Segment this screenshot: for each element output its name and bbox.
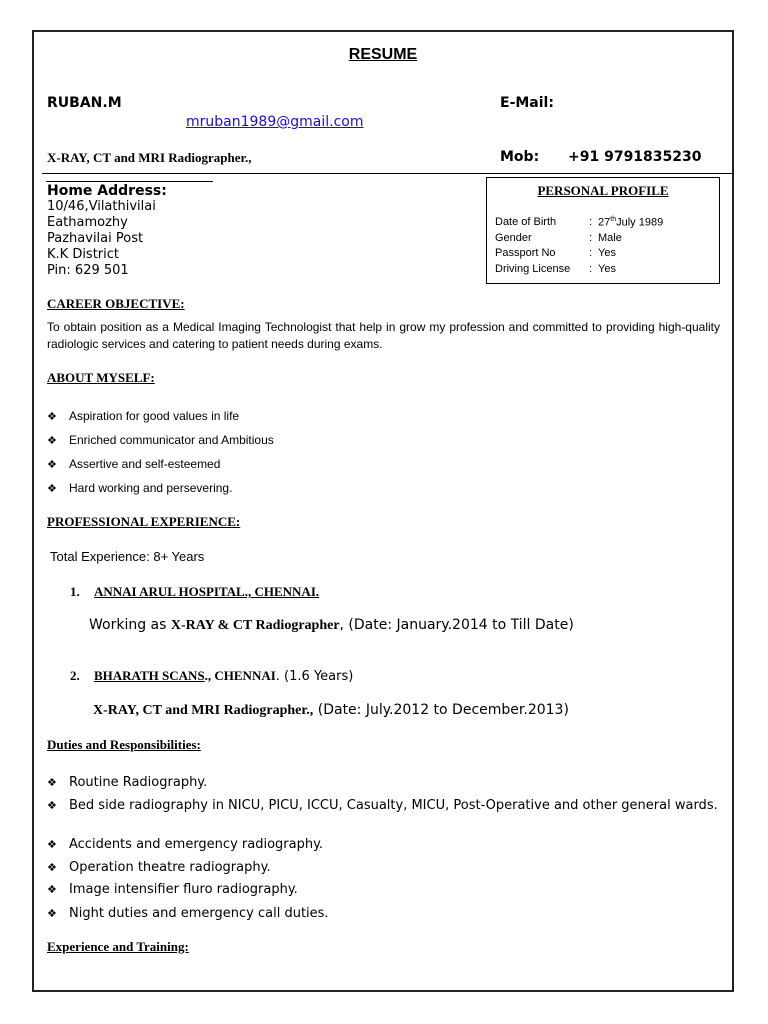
profile-value: Yes [598,263,616,275]
job-dates: (Date: July.2012 to December.2013) [313,702,569,718]
profile-value: Male [598,232,622,244]
profile-value [598,216,663,229]
about-item-text: Assertive and self-esteemed [69,457,221,471]
duty-item [47,798,720,814]
bullet-diamond-icon: ❖ [47,776,57,789]
email-link[interactable]: mruban1989@gmail.com [186,114,364,130]
about-myself-heading: ABOUT MYSELF: [47,370,155,385]
professional-experience-heading: PROFESSIONAL EXPERIENCE: [47,514,241,529]
bullet-diamond-icon: ❖ [47,883,57,896]
job-employer: ANNAI ARUL HOSPITAL., CHENNAI. [94,584,320,599]
duties-heading: Duties and Responsibilities: [47,737,201,752]
duty-item [47,906,720,922]
about-item-text: Aspiration for good values in life [69,409,240,423]
about-item-text: Hard working and persevering. [69,481,233,495]
job-dates: , (Date: January.2014 to Till Date) [339,617,574,633]
bullet-diamond-icon: ❖ [47,861,57,874]
bullet-diamond-icon: ❖ [47,838,57,851]
job-2-title [70,668,353,684]
duty-text: Night duties and emergency call duties. [69,906,329,921]
address-line: Eathamozhy [47,215,128,230]
job-detail-prefix: Working as [89,617,171,633]
profile-value: Yes [598,247,616,259]
bullet-diamond-icon: ❖ [47,799,57,812]
profile-label: Gender [495,232,532,244]
about-item [47,433,274,447]
bullet-diamond-icon: ❖ [47,411,57,423]
training-heading: Experience and Training: [47,939,189,954]
total-experience: Total Experience: 8+ Years [50,549,205,564]
bullet-diamond-icon: ❖ [47,483,57,495]
candidate-name: RUBAN.M [47,95,122,111]
duty-item [47,860,720,876]
job-role: X-RAY & CT Radiographer [170,618,340,633]
duty-text: Operation theatre radiography. [69,860,271,875]
dob-month-year: July 1989 [616,216,664,229]
personal-profile-box [486,177,720,284]
job-number: 2. [70,668,80,683]
address-line: Pazhavilai Post [47,231,144,246]
bullet-diamond-icon: ❖ [47,459,57,471]
duty-text: Image intensifier fluro radiography. [69,882,298,897]
profile-colon: : [589,247,593,259]
profile-colon: : [589,232,593,244]
profile-label: Date of Birth [495,216,557,228]
bullet-diamond-icon: ❖ [47,907,57,920]
resume-title: RESUME [348,46,418,63]
job-number: 1. [70,584,80,599]
profile-colon: : [589,216,593,228]
profile-colon: : [589,263,593,275]
duty-item [47,775,720,791]
address-line: K.K District [47,247,120,262]
job-2-detail [93,702,569,719]
duty-text: Bed side radiography in NICU, PICU, ICCU, Casualty, MICU, Post-Operative and other general wards. [69,798,718,813]
about-item [47,409,239,423]
duty-text: Routine Radiography. [69,775,208,790]
profile-label: Driving License [495,263,571,275]
job-1-detail [89,617,574,634]
career-objective-text: To obtain position as a Medical Imaging Technologist that help in grow my profession and committed to providing high-quality radiologic services and catering to patient needs during exams. [47,320,720,351]
dob-suffix: th [610,216,617,223]
bullet-diamond-icon: ❖ [47,435,57,447]
personal-profile-title: PERSONAL PROFILE [537,183,669,198]
career-objective-heading: CAREER OBJECTIVE: [47,296,185,311]
job-1-title [70,584,319,600]
job-employer: BHARATH SCANS [94,668,205,683]
about-item-text: Enriched communicator and Ambitious [69,433,274,447]
job-duration: . (1.6 Years) [275,669,354,684]
job-role: X-RAY, CT and MRI Radiographer., [93,703,314,718]
dob-day: 27 [598,216,611,229]
mobile-number: +91 9791835230 [568,149,702,165]
address-heading-rule [46,181,213,182]
address-line: Pin: 629 501 [47,263,129,278]
job-role: X-RAY, CT and MRI Radiographer., [47,150,252,165]
job-location: ., CHENNAI [204,668,276,683]
duty-item [47,882,720,898]
profile-label: Passport No [495,247,556,259]
duty-item [47,837,720,853]
about-item [47,457,220,471]
duty-text: Accidents and emergency radiography. [69,837,324,852]
email-label: E-Mail: [500,95,554,111]
mobile-label: Mob: [500,149,540,165]
address-line: 10/46,Vilathivilai [47,199,156,214]
header-divider [42,173,734,174]
about-item [47,481,232,495]
address-heading: Home Address: [47,183,167,199]
